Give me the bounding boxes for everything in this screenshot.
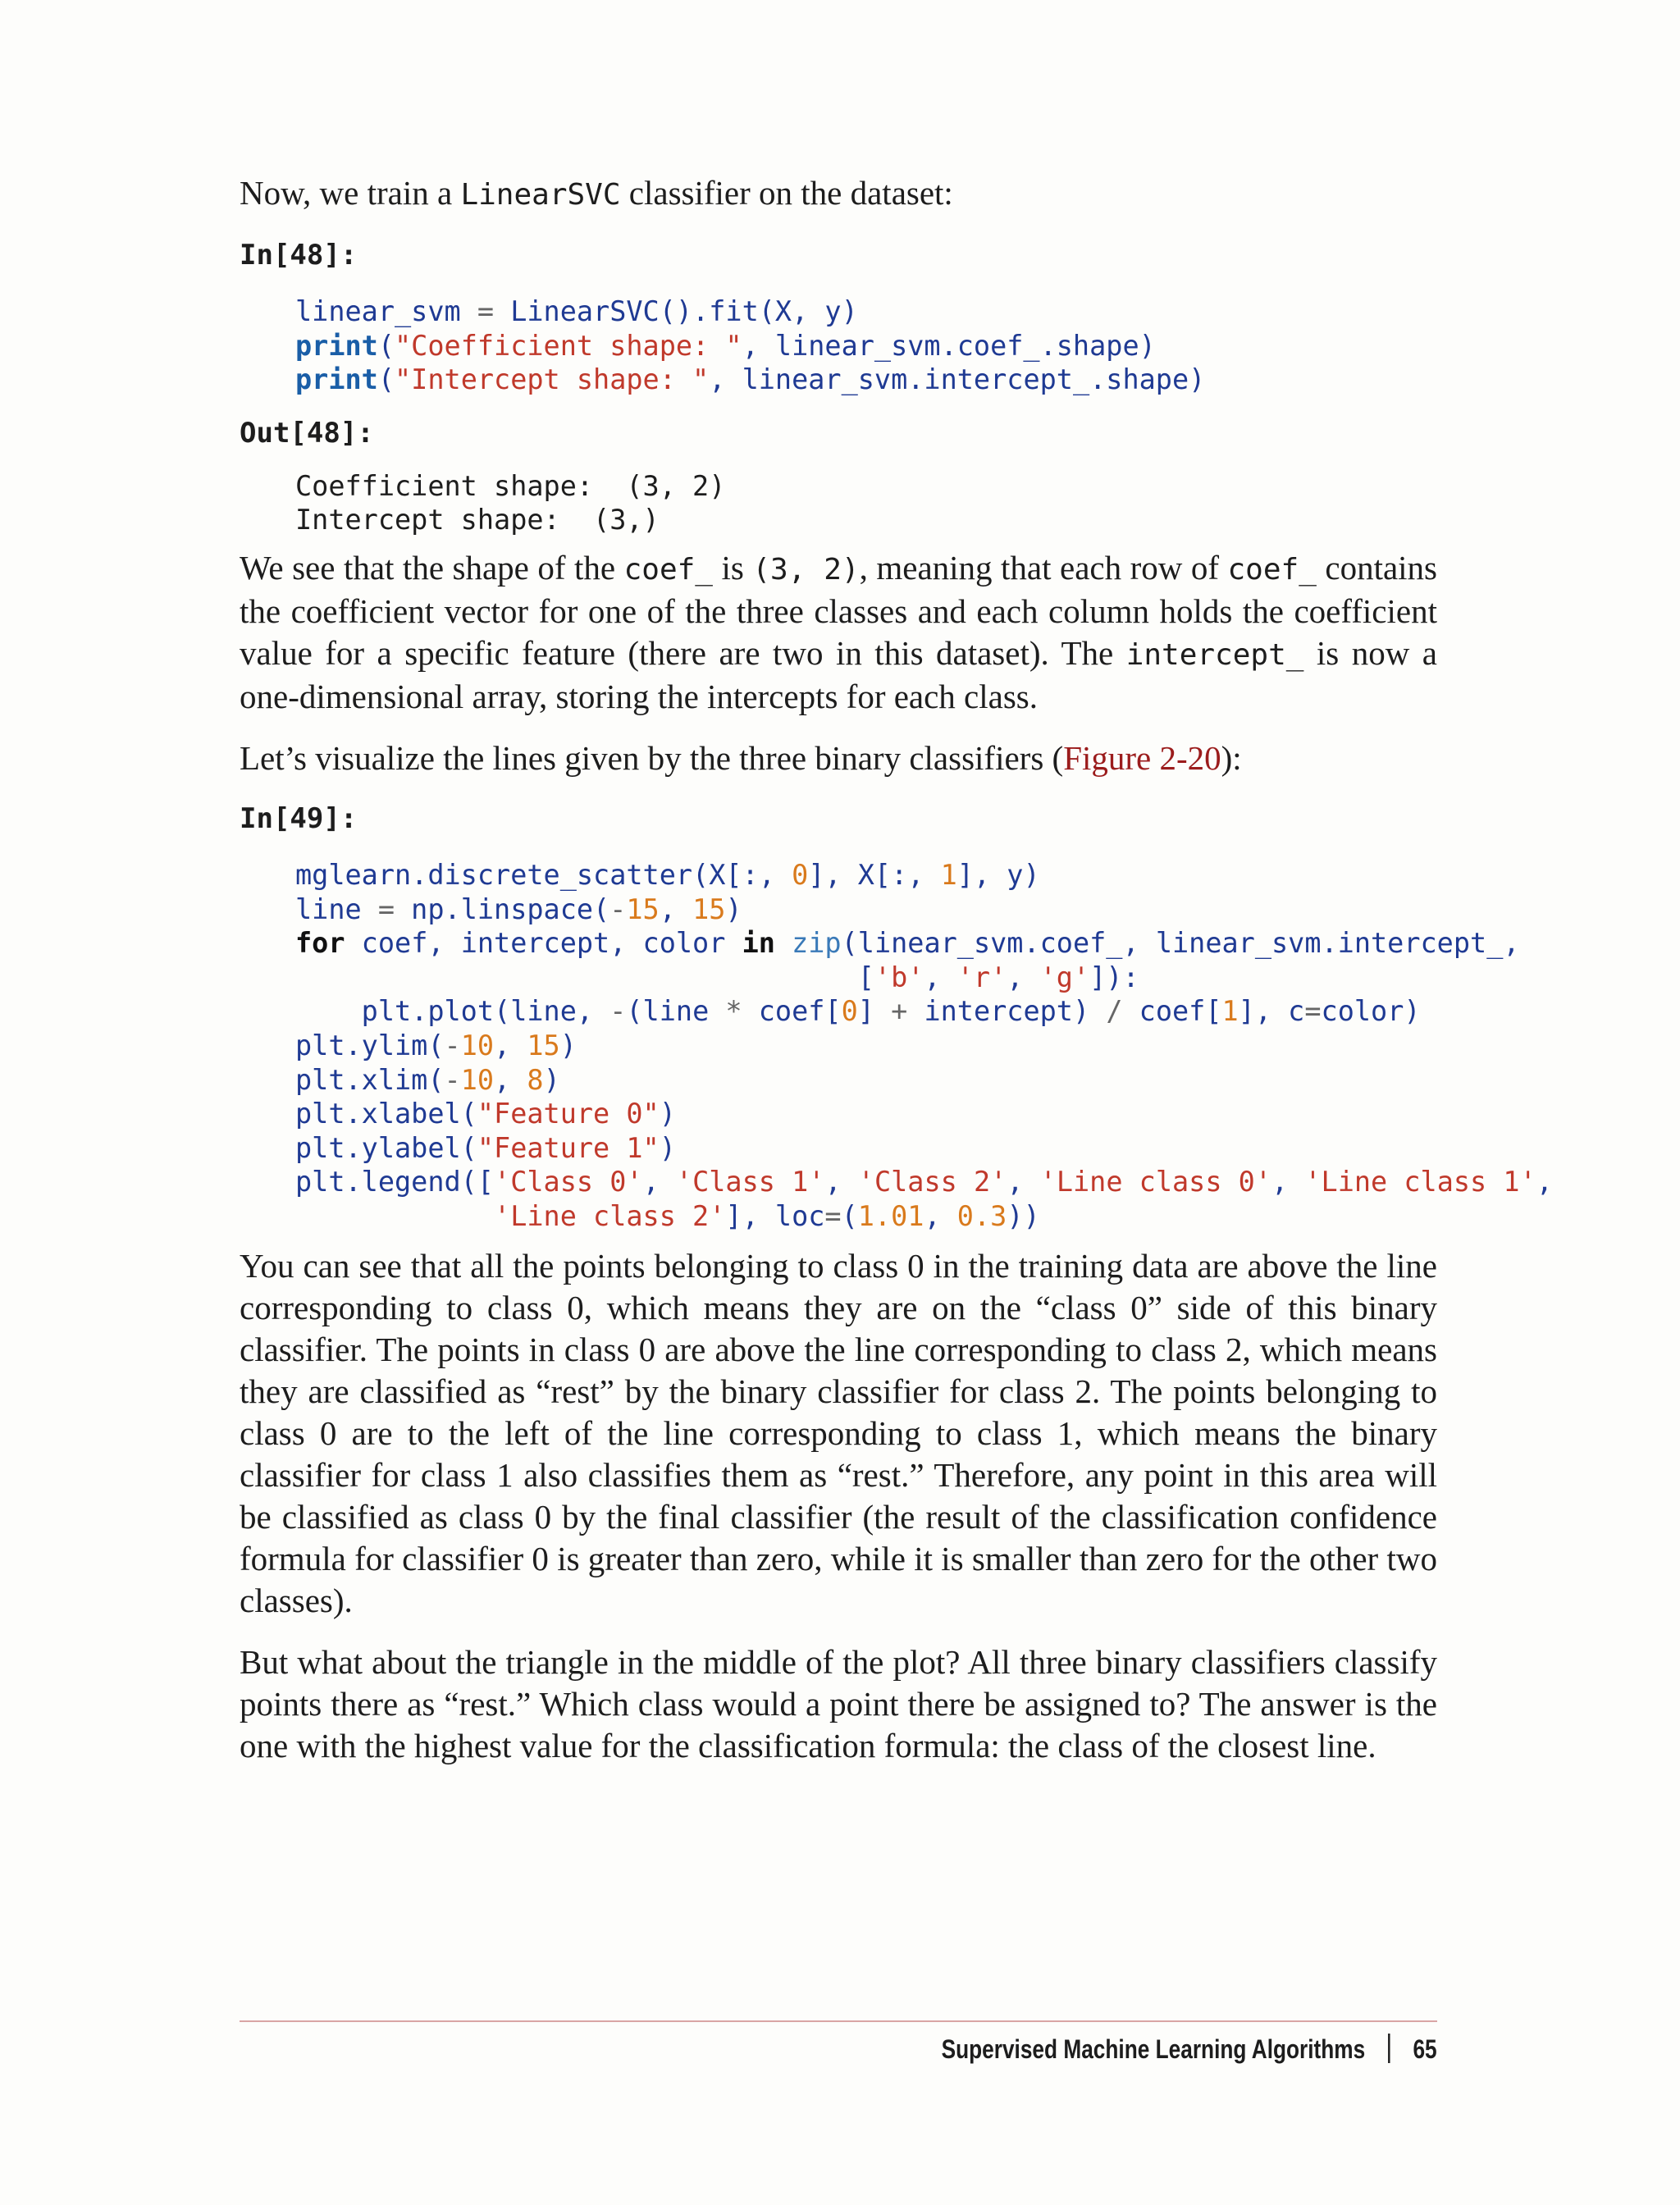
- inline-code: LinearSVC: [460, 178, 621, 212]
- cell-label-out48: Out[48]:: [240, 416, 374, 450]
- paragraph-triangle-question: But what about the triangle in the middle of the plot? All three binary classifiers classify points there as “rest.” Which class would a point there be assigned to? The answer is the one with the highest value for the classification formula: the class of the closest line.: [240, 1642, 1437, 1764]
- page-number: 65: [1413, 2034, 1437, 2064]
- paragraph-coef-shape: We see that the shape of the coef_ is (3, 2), meaning that each row of coef_ contains the coefficient vector for one of the three classes and each column holds the coefficient value for a specific feature (there are two in this dataset). The intercept_ is now a one-dimensional array, storing the intercepts for each class.: [240, 548, 1438, 715]
- paragraph-visualize: Let’s visualize the lines given by the three binary classifiers (Figure 2-20):: [240, 738, 1242, 777]
- output-block-out48: Coefficient shape: (3, 2) Intercept shape: (3,): [295, 469, 726, 536]
- cell-label-in48: In[48]:: [240, 239, 358, 272]
- cell-label-in49: In[49]:: [240, 801, 358, 835]
- text: Now, we train a: [240, 174, 461, 212]
- code-block-in49: mglearn.discrete_scatter(X[:, 0], X[:, 1], y) line = np.linspace(-15, 15) for coef, intercept, color in zip(linear_svm.coef_, linear_svm.intercept_, ['b', 'r', 'g']): plt.plot(line, -(line * coef[0] + intercept) / coef[1], c=color) plt.ylim(-10, 15) plt.xlim(-10, 8) plt.xlabel("Feature 0") plt.ylabel("Feature 1") plt.legend(['Class 0', 'Class 1', 'Class 2', 'Line class 0', 'Line class 1', 'Line class 2'], loc=(1.01, 0.3)): [295, 858, 1553, 1232]
- paragraph-intro: [240, 172, 1437, 216]
- footer-section-title: Supervised Machine Learning Algorithms: [941, 2034, 1366, 2064]
- page-content: [240, 172, 1553, 1767]
- code-block-in48: linear_svm = LinearSVC().fit(X, y) print("Coefficient shape: ", linear_svm.coef_.shape) print("Intercept shape: ", linear_svm.intercept_.shape): [295, 295, 1206, 396]
- footer-rule: [240, 2020, 1437, 2022]
- footer-separator: [1388, 2034, 1390, 2063]
- figure-link[interactable]: Figure 2-20: [1063, 738, 1221, 777]
- text: classifier on the dataset:: [620, 174, 953, 212]
- paragraph-class0-explanation: You can see that all the points belonging to class 0 in the training data are above the line corresponding to class 0, which means they are on the “class 0” side of this binary classifier. The points in class 0 are above the line corresponding to class 2, which means they are classified as “rest” by the binary classifier for class 2. The points belonging to class 0 are to the left of the line corresponding to class 1, which means the binary classifier for class 1 also classifies them as “rest.” Therefore, any point in this area will be classified as class 0 by the final classifier (the result of the classification confidence formula for classifier 0 is greater than zero, while it is smaller than zero for the other two classes).: [240, 1246, 1437, 1619]
- page-footer: [942, 2031, 1437, 2067]
